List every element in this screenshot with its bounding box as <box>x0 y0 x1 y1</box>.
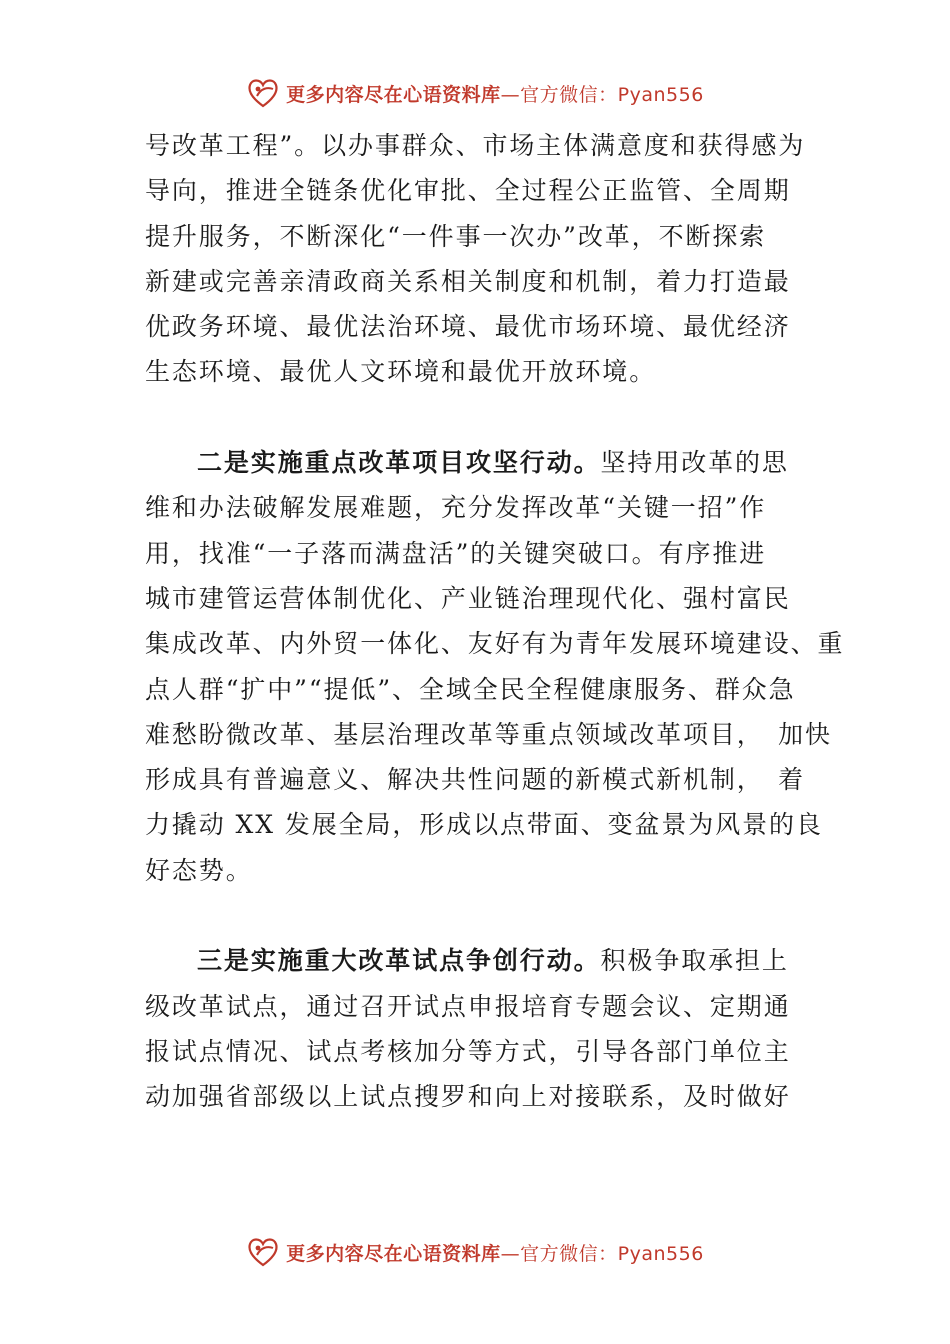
text-line: 号改革工程”。以办事群众、市场主体满意度和获得感为 <box>145 131 806 160</box>
paragraph-3 <box>145 938 825 1119</box>
paragraph-2 <box>145 440 845 893</box>
text-line: 级改革试点，通过召开试点申报培育专题会议、定期通 <box>145 991 791 1021</box>
text-line: 好态势。 <box>145 855 253 885</box>
text-line: 集成改革、内外贸一体化、友好有为青年发展环境建设、重 <box>145 629 845 659</box>
text-line: 生态环境、最优人文环境和最优开放环境。 <box>145 357 657 387</box>
heart-logo-icon <box>246 76 280 110</box>
banner-title: 更多内容尽在心语资料库 <box>286 83 501 106</box>
banner-title: 更多内容尽在心语资料库 <box>286 1242 501 1265</box>
text-span: 积极争取承担上 <box>600 946 789 976</box>
text-line: 导向，推进全链条优化审批、全过程公正监管、全周期 <box>145 176 791 206</box>
text-span: 坚持用改革的思 <box>600 448 789 478</box>
heart-logo-icon <box>246 1235 280 1269</box>
header-banner <box>0 73 950 113</box>
paragraph-first-line <box>145 440 825 485</box>
text-line: 点人群“扩中”“提低”、全域全民全程健康服务、群众急 <box>145 674 796 704</box>
text-line: 动加强省部级以上试点搜罗和向上对接联系，及时做好 <box>145 1082 791 1112</box>
text-line: 形成具有普遍意义、解决共性问题的新模式新机制， 着 <box>145 765 806 795</box>
footer-banner <box>0 1232 950 1272</box>
text-line: 力撬动 XX 发展全局，形成以点带面、变盆景为风景的良 <box>145 810 823 840</box>
text-line: 新建或完善亲清政商关系相关制度和机制，着力打造最 <box>145 266 791 296</box>
paragraph-heading: 二是实施重点改革项目攻坚行动。 <box>197 448 601 478</box>
text-line: 优政务环境、最优法治环境、最优市场环境、最优经济 <box>145 312 791 342</box>
paragraph-1 <box>145 123 825 395</box>
paragraph-first-line <box>145 938 825 983</box>
text-line: 难愁盼微改革、基层治理改革等重点领域改革项目， 加快 <box>145 719 832 749</box>
text-line: 提升服务，不断深化“一件事一次办”改革，不断探索 <box>145 221 767 251</box>
text-line: 报试点情况、试点考核加分等方式，引导各部门单位主 <box>145 1036 791 1066</box>
paragraph-heading: 三是实施重大改革试点争创行动。 <box>197 946 601 976</box>
banner-contact: —官方微信：Pyan556 <box>500 1242 704 1265</box>
text-line: 用，找准“一子落而满盘活”的关键突破口。有序推进 <box>145 538 767 568</box>
document-body <box>145 123 845 1120</box>
text-line: 维和办法破解发展难题，充分发挥改革“关键一招”作 <box>145 493 767 523</box>
banner-contact: —官方微信：Pyan556 <box>500 83 704 106</box>
text-line: 城市建管运营体制优化、产业链治理现代化、强村富民 <box>145 583 791 613</box>
